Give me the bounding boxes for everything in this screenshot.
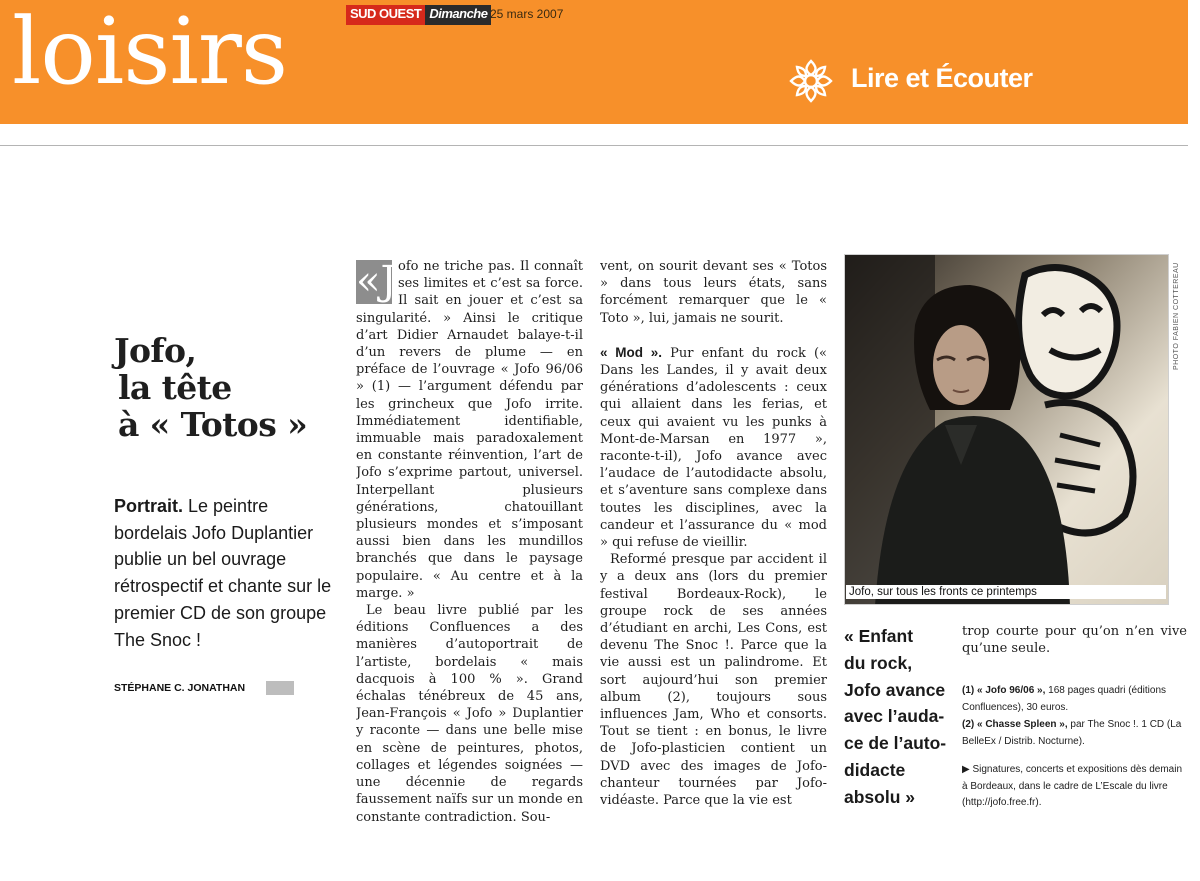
section-title: loisirs	[12, 0, 288, 105]
portrait-photo	[844, 254, 1169, 605]
note-item: ▶ Signatures, concerts et expositions dès demain à Bordeaux, dans le cadre de L’Escale du livre (http://jofo.free.fr).	[962, 764, 1183, 808]
body-paragraph	[356, 258, 583, 602]
note-title: (2) « Chasse Spleen »,	[962, 719, 1068, 730]
pull-quote-line: « Enfant	[844, 626, 914, 646]
article-column-3: trop courte pour qu’on n’en vive qu’une seule.	[962, 624, 1187, 657]
intertitle: « Mod ».	[600, 344, 662, 360]
photo-caption: Jofo, sur tous les fronts ce printemps	[846, 585, 1166, 599]
article-headline	[114, 332, 344, 443]
article-notes	[962, 683, 1187, 813]
pull-quote-line: avec l’auda-	[844, 706, 945, 727]
note-title: (1) « Jofo 96/06 »,	[962, 685, 1046, 696]
pull-quote	[844, 623, 954, 811]
article-column-2	[600, 258, 827, 828]
pull-quote-line: ce de l’auto-	[844, 733, 947, 754]
newspaper-masthead	[346, 5, 491, 25]
note-item	[962, 683, 1187, 716]
photo-illustration	[845, 255, 1169, 605]
rosette-icon	[787, 57, 835, 105]
photo-credit: PHOTO FABIEN COTTEREAU	[1173, 262, 1180, 370]
body-paragraph: vent, on sourit devant ses « Totos » dans tous leurs états, sans forcément remarquer que le « Toto », lui, jamais ne sourit.	[600, 259, 827, 326]
headline-line: la tête	[118, 368, 232, 407]
article-standfirst	[114, 493, 334, 653]
standfirst-text: Le peintre bordelais Jofo Duplantier publie un bel ouvrage rétrospectif et chante sur le premier CD de son groupe The Snoc !	[114, 496, 332, 650]
body-text: Pur enfant du rock (« Dans les Landes, il y avait deux générations d’adolescents : ceux qui allaient dans les ferias, et ceux qui avaient vu les punks à Mont-de-Marsan en 1977 », raconte-t-il), Jofo avance avec l’audace de l’autodidacte absolu, et s’aventure sans complexe dans toutes les disciplines, avec la candeur et l’assurance du « mod » qui refuse de vieillir.	[600, 345, 827, 551]
article-column-1	[356, 258, 583, 828]
body-paragraph	[600, 344, 827, 551]
note-item	[962, 717, 1187, 750]
masthead-name: SUD OUEST	[346, 5, 425, 25]
rubric-title: Lire et Écouter	[851, 63, 1033, 93]
body-paragraph: Le beau livre publié par les éditions Confluences a des manières d’autoportrait de l’artiste, bordelais « mais dacquois à 100 % ». Grand échalas ténébreux de 45 ans, Jean-François « Jofo » Duplantier y raconte — dans une belle mise en scène de peintures, photos, collages et légendes soignées — une décennie de regards faussement naïfs sur un monde en constante contradiction. Sou-	[356, 603, 583, 825]
masthead-edition: Dimanche	[425, 5, 491, 25]
header-divider	[0, 145, 1188, 146]
headline-line: à « Totos »	[118, 405, 308, 444]
pull-quote-line: absolu »	[844, 786, 915, 807]
note-text: 168 pages quadri (éditions Confluences), 30 euros.	[962, 685, 1167, 713]
pull-quote-line: du rock,	[844, 652, 913, 673]
pull-quote-line: didacte	[844, 759, 906, 780]
body-text: ofo ne triche pas. Il connaît ses limites et c’est sa force. Il sait en jouer et c’est sa singularité. » Ainsi le critique d’art Didier Arnaudet balaye-t-il d’un revers de plume — en préface de l’ouvrage « Jofo 96/06 » (1) — l’argument défendu par les grincheux que Jofo irrite. Immédiatement identifiable, immuable mais paradoxalement en constante réinvention, l’art de Jofo s’exprime partout, universel. Interpellant plusieurs générations, chatouillant plusieurs mondes et s’imposant aussi bien dans les mundillos branchés que dans le paysage populaire. « Au centre et à la marge. »	[356, 259, 583, 601]
standfirst-label: Portrait.	[114, 496, 184, 516]
drop-cap-quote: «J	[356, 258, 397, 304]
author-byline: STÉPHANE C. JONATHAN	[114, 681, 294, 695]
body-paragraph: Reformé presque par accident il y a deux ans (lors du premier festival Bordeaux-Rock), le groupe rock de ses années d’étudiant en archi, Les Cons, est devenu The Snoc !. Parce que la vie aussi est un palindrome. Et sort aujourd’hui son premier album (2), toujours sous influences Jam, Who et consorts. Tout se tient : en bonus, le livre de Jofo-plasticien contient un DVD avec des images de Jofo-chanteur tournées par Jofo-vidéaste. Parce que la vie est	[600, 552, 827, 809]
pull-quote-line: Jofo avance	[844, 679, 946, 700]
note-text: par The Snoc !. 1 CD (La BelleEx / Distrib. Nocturne).	[962, 719, 1182, 747]
section-header-band	[0, 0, 1188, 124]
issue-date: 25 mars 2007	[490, 7, 564, 21]
headline-line: Jofo,	[114, 331, 197, 370]
